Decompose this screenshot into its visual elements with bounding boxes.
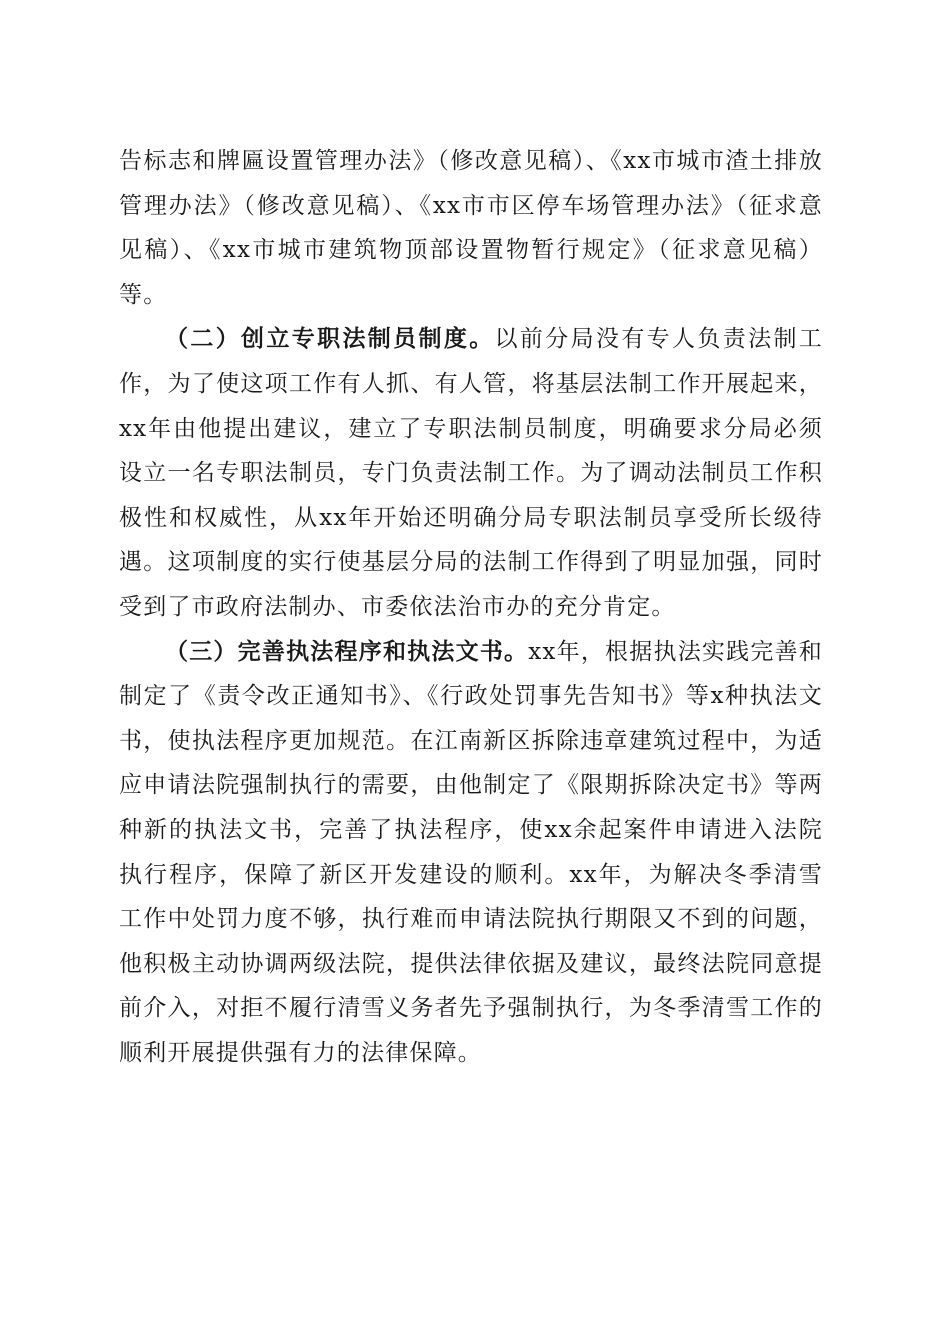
paragraph-text: 告标志和牌匾设置管理办法》（修改意见稿）、《xx市城市渣土排放管理办法》（修改意见稿）、《xx市市区停车场管理办法》（征求意见稿）、《xx市城市建筑物顶部设置物暂行规定》（征求意见稿）等。	[119, 148, 823, 308]
paragraph-continuation	[119, 139, 823, 317]
paragraph-section-2	[119, 317, 823, 629]
paragraph-text: 以前分局没有专人负责法制工作，为了使这项工作有人抓、有人管，将基层法制工作开展起来，xx年由他提出建议，建立了专职法制员制度，明确要求分局必须设立一名专职法制员，专门负责法制工作。为了调动法制员工作积极性和权威性，从xx年开始还明确分局专职法制员享受所长级待遇。这项制度的实行使基层分局的法制工作得到了明显加强，同时受到了市政府法制办、市委依法治市办的充分肯定。	[119, 326, 823, 620]
paragraph-section-3	[119, 630, 823, 1076]
document-body	[119, 139, 823, 1075]
paragraph-text: xx年，根据执法实践完善和制定了《责令改正通知书》、《行政处罚事先告知书》等x种执法文书，使执法程序更加规范。在江南新区拆除违章建筑过程中，为适应申请法院强制执行的需要，由他制定了《限期拆除决定书》等两种新的执法文书，完善了执法程序，使xx余起案件申请进入法院执行程序，保障了新区开发建设的顺利。xx年，为解决冬季清雪工作中处罚力度不够，执行难而申请法院执行期限又不到的问题，他积极主动协调两级法院，提供法律依据及建议，最终法院同意提前介入，对拒不履行清雪义务者先予强制执行，为冬季清雪工作的顺利开展提供强有力的法律保障。	[119, 638, 823, 1066]
section-heading: （三）完善执法程序和执法文书。	[165, 637, 529, 665]
section-heading: （二）创立专职法制员制度。	[165, 325, 495, 353]
